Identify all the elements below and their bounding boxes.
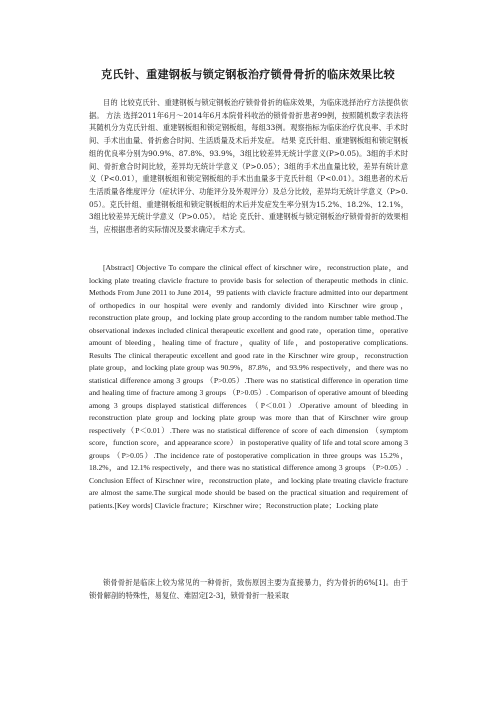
chinese-abstract: 目的 比较克氏针、重建钢板与锁定钢板治疗锁骨骨折的临床效果，为临床选择治疗方法提供依据。 方法 选择2011年6月～2014年6月本院骨科收治的锁骨骨折患者99例，按照随机数字表法将其随机分为克氏针组、重建钢板组和锁定钢板组，每组33例。观察指标为临床治疗优良率、手术时间、手术出血量、骨折愈合时间、生活质量及术后并发症。 结果 克氏针组、重建钢板组和锁定钢板组的优良率分别为90.9%、87.8%、93.9%，3组比较差异无统计学意义(P>0.05)。3组的手术时间、骨折愈合时间比较，差异均无统计学意义（P>0.05）；3组的手术出血量比较，差异有统计意义（P<0.01），重建钢板组和锁定钢板组的手术出血量多于克氏针组（P<0.01）。3组患者的术后生活质量各维度评分（症状评分、功能评分及外观评分）及总分比较，差异均无统计学意义（P>0.05）。克氏针组、重建钢板组和锁定钢板组的术后并发症发生率分别为15.2%、18.2%、12.1%，3组比较差异无统计学意义（P>0.05）。 结论 克氏针、重建钢板与锁定钢板治疗锁骨骨折的效果相当，应根据患者的实际情况及要求确定手术方式。: [89, 98, 408, 235]
article-title: 克氏针、重建钢板与锁定钢板治疗锁骨骨折的临床效果比较: [101, 68, 395, 81]
english-abstract: [Abstract] Objective To compare the clinical effect of kirschner wire，reconstruction plate，and locking plate treating clavicle fracture to provide basis for selection of therapeutic methods in clinic. Methods From June 2011 to June 2014，99 patients with clavicle fracture admitted into our department of orthopedics in our hospital were evenly and randomly divided into Kirschner wire group，reconstruction plate group，and locking plate group according to the random number table method.The observational indexes included clinical therapeutic excellent and good rate，operation time，operative amount of bleeding，healing time of fracture，quality of life，and postoperative complications. Results The clinical therapeutic excellent and good rate in the Kirschner wire group，reconstruction plate group，and locking plate group was 90.9%，87.8%，and 93.9% respectively，and there was no statistical difference among 3 groups （P>0.05）.There was no statistical difference in operation time and healing time of fracture among 3 groups （P>0.05）. Comparison of operative amount of bleeding among 3 groups displayed statistical differences （P＜0.01）.Operative amount of bleeding in reconstruction plate group and locking plate group was more than that of Kirschner wire group respectively（P＜0.01）.There was no statistical difference of score of each dimension （symptom score，function score，and appearance score） in postoperative quality of life and total score among 3 groups （P>0.05）.The incidence rate of postoperative complication in three groups was 15.2%，18.2%，and 12.1% respectively，and there was no statistical difference among 3 groups （P>0.05）. Conclusion Effect of Kirschner wire，reconstruction plate，and locking plate treating clavicle fracture are almost the same.The surgical mode should be based on the practical situation and requirement of patients.[Key words] Clavicle fracture；Kirschner wire；Reconstruction plate；Locking plate: [89, 263, 408, 510]
body-paragraph: 锁骨骨折是临床上较为常见的一种骨折，致伤原因主要为直接暴力，约为骨折的6%[1]。由于锁骨解剖的特殊性，易复位、难固定[2-3]，锁骨骨折一般采取: [89, 578, 408, 600]
